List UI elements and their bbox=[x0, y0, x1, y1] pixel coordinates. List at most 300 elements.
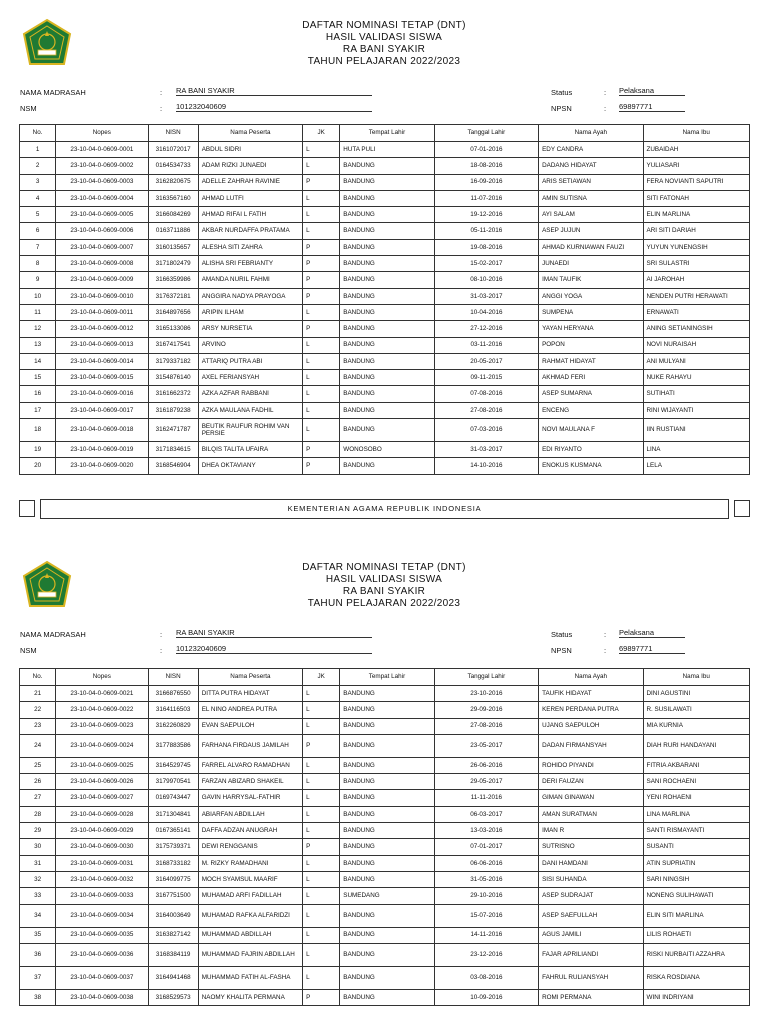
cell-nama-ibu: ATIN SUPRIATIN bbox=[643, 855, 750, 871]
cell-tanggal-lahir: 15-02-2017 bbox=[434, 256, 538, 272]
cell-tempat-lahir: BANDUNG bbox=[340, 871, 434, 887]
cell-nama-ayah: ROMI PERMANA bbox=[539, 989, 643, 1005]
cell-nama-peserta: DEWI RENGGANIS bbox=[198, 839, 302, 855]
cell-nopes: 23-10-04-0-0609-0028 bbox=[56, 806, 148, 822]
cell-nama-ibu: MIA KURNIA bbox=[643, 718, 750, 734]
cell-nama-peserta: AKBAR NURDAFFA PRATAMA bbox=[198, 223, 302, 239]
cell-nama-ayah: IMAN TAUFIK bbox=[539, 272, 643, 288]
cell-nisn: 0164534733 bbox=[148, 158, 198, 174]
table-row bbox=[20, 734, 750, 757]
cell-nama-ayah: AGUS JAMILI bbox=[539, 927, 643, 943]
cell-jk: L bbox=[303, 386, 340, 402]
cell-no: 5 bbox=[20, 207, 56, 223]
cell-nama-ayah: EDI RIYANTO bbox=[539, 442, 643, 458]
cell-no: 23 bbox=[20, 718, 56, 734]
cell-nisn: 3161879238 bbox=[148, 402, 198, 418]
cell-nama-peserta: ALISHA SRI FEBRIANTY bbox=[198, 256, 302, 272]
column-header-nama-ibu: Nama Ibu bbox=[643, 669, 750, 686]
cell-jk: P bbox=[303, 239, 340, 255]
cell-jk: L bbox=[303, 774, 340, 790]
cell-nopes: 23-10-04-0-0609-0015 bbox=[56, 370, 148, 386]
cell-tempat-lahir: BANDUNG bbox=[340, 904, 434, 927]
cell-no: 14 bbox=[20, 353, 56, 369]
cell-nama-peserta: AMANDA NURIL FAHMI bbox=[198, 272, 302, 288]
cell-nama-peserta: AHMAD LUTFI bbox=[198, 190, 302, 206]
cell-tempat-lahir: BANDUNG bbox=[340, 207, 434, 223]
cell-no: 25 bbox=[20, 757, 56, 773]
cell-tanggal-lahir: 14-10-2016 bbox=[434, 458, 538, 474]
footer-bar bbox=[19, 498, 750, 520]
npsn-label: NPSN bbox=[551, 104, 572, 113]
cell-nama-ayah: ARIS SETIAWAN bbox=[539, 174, 643, 190]
document-page-2 bbox=[0, 527, 768, 1024]
cell-nama-ayah: SUMPENA bbox=[539, 304, 643, 320]
cell-no: 30 bbox=[20, 839, 56, 855]
cell-nama-ibu: SITI FATONAH bbox=[643, 190, 750, 206]
cell-nama-ibu: FITRIA AKBARANI bbox=[643, 757, 750, 773]
table-row bbox=[20, 686, 750, 702]
nsm-value: 101232040609 bbox=[176, 102, 372, 112]
cell-nopes: 23-10-04-0-0609-0005 bbox=[56, 207, 148, 223]
cell-no: 32 bbox=[20, 871, 56, 887]
cell-nopes: 23-10-04-0-0609-0035 bbox=[56, 927, 148, 943]
cell-nisn: 3161072017 bbox=[148, 142, 198, 158]
cell-nisn: 3175739371 bbox=[148, 839, 198, 855]
status-label: Status bbox=[551, 630, 573, 639]
cell-nama-peserta: M. RIZKY RAMADHANI bbox=[198, 855, 302, 871]
cell-nisn: 3166876550 bbox=[148, 686, 198, 702]
cell-nopes: 23-10-04-0-0609-0038 bbox=[56, 989, 148, 1005]
cell-nisn: 3164897656 bbox=[148, 304, 198, 320]
cell-nama-peserta: MUHAMMAD FATIH AL-FASHA bbox=[198, 966, 302, 989]
cell-tanggal-lahir: 10-04-2016 bbox=[434, 304, 538, 320]
table-row bbox=[20, 337, 750, 353]
table-row bbox=[20, 207, 750, 223]
cell-nopes: 23-10-04-0-0609-0026 bbox=[56, 774, 148, 790]
cell-nisn: 3168384119 bbox=[148, 943, 198, 966]
cell-no: 28 bbox=[20, 806, 56, 822]
status-value-wrap bbox=[619, 628, 685, 638]
cell-tempat-lahir: BANDUNG bbox=[340, 686, 434, 702]
cell-tempat-lahir: BANDUNG bbox=[340, 734, 434, 757]
cell-no: 10 bbox=[20, 288, 56, 304]
cell-tempat-lahir: BANDUNG bbox=[340, 174, 434, 190]
cell-nama-ayah: KEREN PERDANA PUTRA bbox=[539, 702, 643, 718]
cell-nama-ayah: ANGGI YOGA bbox=[539, 288, 643, 304]
table-row bbox=[20, 419, 750, 442]
cell-nama-ibu: DIAH RURI HANDAYANI bbox=[643, 734, 750, 757]
table-row bbox=[20, 223, 750, 239]
cell-nopes: 23-10-04-0-0609-0025 bbox=[56, 757, 148, 773]
cell-tanggal-lahir: 23-12-2016 bbox=[434, 943, 538, 966]
cell-jk: L bbox=[303, 337, 340, 353]
cell-nisn: 0167365141 bbox=[148, 823, 198, 839]
cell-nisn: 3167751500 bbox=[148, 888, 198, 904]
cell-jk: P bbox=[303, 288, 340, 304]
cell-tempat-lahir: BANDUNG bbox=[340, 806, 434, 822]
cell-tanggal-lahir: 29-09-2016 bbox=[434, 702, 538, 718]
cell-tempat-lahir: BANDUNG bbox=[340, 239, 434, 255]
cell-nopes: 23-10-04-0-0609-0033 bbox=[56, 888, 148, 904]
cell-tempat-lahir: BANDUNG bbox=[340, 304, 434, 320]
cell-nama-ibu: SANTI RISMAYANTI bbox=[643, 823, 750, 839]
table-row bbox=[20, 904, 750, 927]
cell-jk: L bbox=[303, 402, 340, 418]
cell-no: 21 bbox=[20, 686, 56, 702]
title-line-3: RA BANI SYAKIR bbox=[342, 586, 426, 597]
cell-no: 26 bbox=[20, 774, 56, 790]
cell-nama-ibu: NONENG SULIHAWATI bbox=[643, 888, 750, 904]
cell-tempat-lahir: BANDUNG bbox=[340, 718, 434, 734]
cell-nama-peserta: GAVIN HARRYSAL-FATHIR bbox=[198, 790, 302, 806]
cell-tanggal-lahir: 06-03-2017 bbox=[434, 806, 538, 822]
cell-no: 8 bbox=[20, 256, 56, 272]
cell-nama-ayah: ENCENG bbox=[539, 402, 643, 418]
cell-nama-peserta: AXEL FERIANSYAH bbox=[198, 370, 302, 386]
cell-tanggal-lahir: 26-06-2016 bbox=[434, 757, 538, 773]
cell-no: 15 bbox=[20, 370, 56, 386]
cell-tempat-lahir: WONOSOBO bbox=[340, 442, 434, 458]
cell-nopes: 23-10-04-0-0609-0003 bbox=[56, 174, 148, 190]
cell-nopes: 23-10-04-0-0609-0020 bbox=[56, 458, 148, 474]
cell-no: 3 bbox=[20, 174, 56, 190]
cell-jk: P bbox=[303, 321, 340, 337]
cell-nama-ibu: ERNAWATI bbox=[643, 304, 750, 320]
cell-nama-ayah: EDY CANDRA bbox=[539, 142, 643, 158]
table-row bbox=[20, 888, 750, 904]
cell-jk: L bbox=[303, 142, 340, 158]
cell-nopes: 23-10-04-0-0609-0011 bbox=[56, 304, 148, 320]
cell-nisn: 3168529573 bbox=[148, 989, 198, 1005]
cell-nama-peserta: ADAM RIZKI JUNAEDI bbox=[198, 158, 302, 174]
cell-tanggal-lahir: 11-07-2016 bbox=[434, 190, 538, 206]
footer-left-box bbox=[19, 500, 35, 517]
footer-text: KEMENTERIAN AGAMA REPUBLIK INDONESIA bbox=[40, 499, 729, 519]
title-line-4: TAHUN PELAJARAN 2022/2023 bbox=[307, 56, 461, 67]
cell-no: 20 bbox=[20, 458, 56, 474]
cell-nopes: 23-10-04-0-0609-0031 bbox=[56, 855, 148, 871]
cell-nama-ibu: RISKI NURBAITI AZZAHRA bbox=[643, 943, 750, 966]
table-row bbox=[20, 757, 750, 773]
cell-tanggal-lahir: 31-05-2016 bbox=[434, 871, 538, 887]
cell-tanggal-lahir: 14-11-2016 bbox=[434, 927, 538, 943]
cell-tempat-lahir: BANDUNG bbox=[340, 927, 434, 943]
table-row bbox=[20, 321, 750, 337]
cell-tempat-lahir: BANDUNG bbox=[340, 158, 434, 174]
table-row bbox=[20, 158, 750, 174]
table-row bbox=[20, 442, 750, 458]
table-row bbox=[20, 790, 750, 806]
cell-nisn: 3171802479 bbox=[148, 256, 198, 272]
cell-nisn: 3164003649 bbox=[148, 904, 198, 927]
cell-nama-ayah: AMAN SURATMAN bbox=[539, 806, 643, 822]
cell-nisn: 3165133086 bbox=[148, 321, 198, 337]
column-header-nopes: Nopes bbox=[56, 669, 148, 686]
column-header-nama-peserta: Nama Peserta bbox=[198, 669, 302, 686]
cell-nama-ibu: DINI AGUSTINI bbox=[643, 686, 750, 702]
cell-nama-ayah: JUNAEDI bbox=[539, 256, 643, 272]
cell-tempat-lahir: BANDUNG bbox=[340, 823, 434, 839]
cell-nama-peserta: NAOMY KHALITA PERMANA bbox=[198, 989, 302, 1005]
cell-nama-peserta: MUHAMMAD FAJRIN ABDILLAH bbox=[198, 943, 302, 966]
cell-nama-ayah: UJANG SAEPULOH bbox=[539, 718, 643, 734]
cell-no: 29 bbox=[20, 823, 56, 839]
cell-jk: L bbox=[303, 702, 340, 718]
table-row bbox=[20, 386, 750, 402]
cell-nama-ibu: FERA NOVIANTI SAPUTRI bbox=[643, 174, 750, 190]
nsm-label: NSM bbox=[20, 646, 37, 655]
cell-nopes: 23-10-04-0-0609-0024 bbox=[56, 734, 148, 757]
cell-no: 31 bbox=[20, 855, 56, 871]
cell-nama-ibu: RINI WIJAYANTI bbox=[643, 402, 750, 418]
cell-tempat-lahir: BANDUNG bbox=[340, 989, 434, 1005]
cell-jk: L bbox=[303, 927, 340, 943]
cell-no: 7 bbox=[20, 239, 56, 255]
cell-tanggal-lahir: 23-05-2017 bbox=[434, 734, 538, 757]
cell-jk: L bbox=[303, 158, 340, 174]
cell-tempat-lahir: BANDUNG bbox=[340, 774, 434, 790]
cell-nisn: 3161662372 bbox=[148, 386, 198, 402]
kemenag-logo-icon bbox=[18, 18, 76, 70]
cell-nama-ayah: POPON bbox=[539, 337, 643, 353]
table-row bbox=[20, 288, 750, 304]
colon: : bbox=[160, 104, 163, 113]
cell-nama-ayah: DADANG HIDAYAT bbox=[539, 158, 643, 174]
cell-nama-ayah: GIMAN GINAWAN bbox=[539, 790, 643, 806]
cell-nama-ibu: NUKE RAHAYU bbox=[643, 370, 750, 386]
cell-jk: L bbox=[303, 855, 340, 871]
column-header-tempat-lahir: Tempat Lahir bbox=[340, 125, 434, 142]
colon: : bbox=[160, 646, 163, 655]
cell-tempat-lahir: HUTA PULI bbox=[340, 142, 434, 158]
cell-nama-ayah: ENOKUS KUSMANA bbox=[539, 458, 643, 474]
cell-nama-ayah: AKHMAD FERI bbox=[539, 370, 643, 386]
cell-nama-ayah: ASEP JUJUN bbox=[539, 223, 643, 239]
cell-nama-ibu: NOVI NURAISAH bbox=[643, 337, 750, 353]
cell-jk: L bbox=[303, 686, 340, 702]
cell-nama-peserta: FARZAN ABIZARD SHAKEIL bbox=[198, 774, 302, 790]
colon: : bbox=[604, 88, 607, 97]
cell-nopes: 23-10-04-0-0609-0004 bbox=[56, 190, 148, 206]
cell-nisn: 3166084269 bbox=[148, 207, 198, 223]
table-row bbox=[20, 774, 750, 790]
table-row bbox=[20, 839, 750, 855]
nama-madrasah-value: RA BANI SYAKIR bbox=[176, 628, 372, 638]
cell-tanggal-lahir: 16-09-2016 bbox=[434, 174, 538, 190]
table-row bbox=[20, 174, 750, 190]
table-row bbox=[20, 989, 750, 1005]
nsm-value-wrap bbox=[176, 102, 372, 112]
cell-jk: P bbox=[303, 839, 340, 855]
cell-nama-ayah: ROHIDO PIYANDI bbox=[539, 757, 643, 773]
cell-no: 34 bbox=[20, 904, 56, 927]
title-line-1: DAFTAR NOMINASI TETAP (DNT) bbox=[302, 562, 466, 573]
cell-no: 6 bbox=[20, 223, 56, 239]
cell-no: 33 bbox=[20, 888, 56, 904]
column-header-nama-ayah: Nama Ayah bbox=[539, 669, 643, 686]
cell-no: 38 bbox=[20, 989, 56, 1005]
table-row bbox=[20, 806, 750, 822]
cell-jk: L bbox=[303, 353, 340, 369]
cell-nopes: 23-10-04-0-0609-0007 bbox=[56, 239, 148, 255]
cell-tanggal-lahir: 07-03-2016 bbox=[434, 419, 538, 442]
column-header-nama-ibu: Nama Ibu bbox=[643, 125, 750, 142]
cell-nama-ayah: SISI SUHANDA bbox=[539, 871, 643, 887]
cell-nama-peserta: ADELLE ZAHRAH RAVINIE bbox=[198, 174, 302, 190]
cell-nama-ayah: AYI SALAM bbox=[539, 207, 643, 223]
cell-nama-ayah: DADAN FIRMANSYAH bbox=[539, 734, 643, 757]
cell-tanggal-lahir: 07-01-2017 bbox=[434, 839, 538, 855]
status-value: Pelaksana bbox=[619, 628, 685, 638]
cell-tanggal-lahir: 31-03-2017 bbox=[434, 288, 538, 304]
cell-nisn: 0163711886 bbox=[148, 223, 198, 239]
cell-tempat-lahir: BANDUNG bbox=[340, 288, 434, 304]
cell-no: 12 bbox=[20, 321, 56, 337]
cell-tanggal-lahir: 27-12-2016 bbox=[434, 321, 538, 337]
cell-tempat-lahir: BANDUNG bbox=[340, 386, 434, 402]
cell-nama-ayah: ASEP SUMARNA bbox=[539, 386, 643, 402]
cell-no: 19 bbox=[20, 442, 56, 458]
cell-nisn: 3164099775 bbox=[148, 871, 198, 887]
cell-nama-ayah: YAYAN HERYANA bbox=[539, 321, 643, 337]
kemenag-logo-icon bbox=[18, 560, 76, 612]
cell-nisn: 3171304841 bbox=[148, 806, 198, 822]
cell-nisn: 3179337182 bbox=[148, 353, 198, 369]
cell-nopes: 23-10-04-0-0609-0034 bbox=[56, 904, 148, 927]
cell-nama-peserta: DITTA PUTRA HIDAYAT bbox=[198, 686, 302, 702]
cell-nisn: 3162471787 bbox=[148, 419, 198, 442]
cell-tanggal-lahir: 10-09-2016 bbox=[434, 989, 538, 1005]
nama-madrasah-label: NAMA MADRASAH bbox=[20, 88, 86, 97]
cell-no: 27 bbox=[20, 790, 56, 806]
cell-no: 17 bbox=[20, 402, 56, 418]
cell-tanggal-lahir: 07-01-2016 bbox=[434, 142, 538, 158]
cell-tempat-lahir: BANDUNG bbox=[340, 337, 434, 353]
cell-nopes: 23-10-04-0-0609-0001 bbox=[56, 142, 148, 158]
cell-jk: L bbox=[303, 966, 340, 989]
cell-tempat-lahir: BANDUNG bbox=[340, 272, 434, 288]
cell-nama-ayah: DANI HAMDANI bbox=[539, 855, 643, 871]
cell-jk: L bbox=[303, 207, 340, 223]
student-table-page-1 bbox=[19, 124, 750, 475]
cell-no: 24 bbox=[20, 734, 56, 757]
cell-nama-ibu: LINA bbox=[643, 442, 750, 458]
cell-nama-peserta: FARHANA FIRDAUS JAMILAH bbox=[198, 734, 302, 757]
cell-tanggal-lahir: 03-08-2016 bbox=[434, 966, 538, 989]
table-row bbox=[20, 702, 750, 718]
cell-nama-ibu: IIN RUSTIANI bbox=[643, 419, 750, 442]
table-header-row bbox=[20, 669, 750, 686]
cell-nama-ibu: R. SUSILAWATI bbox=[643, 702, 750, 718]
cell-nama-ibu: ANI MULYANI bbox=[643, 353, 750, 369]
cell-nama-ayah: IMAN R bbox=[539, 823, 643, 839]
cell-no: 9 bbox=[20, 272, 56, 288]
table-row bbox=[20, 304, 750, 320]
table-row bbox=[20, 190, 750, 206]
cell-nama-peserta: ARVINO bbox=[198, 337, 302, 353]
cell-nama-ibu: YENI ROHAENI bbox=[643, 790, 750, 806]
cell-tempat-lahir: BANDUNG bbox=[340, 402, 434, 418]
cell-nisn: 3163827142 bbox=[148, 927, 198, 943]
status-value: Pelaksana bbox=[619, 86, 685, 96]
column-header-tanggal-lahir: Tanggal Lahir bbox=[434, 125, 538, 142]
cell-jk: L bbox=[303, 757, 340, 773]
cell-tanggal-lahir: 08-10-2016 bbox=[434, 272, 538, 288]
cell-jk: L bbox=[303, 304, 340, 320]
nama-madrasah-value-wrap bbox=[176, 628, 372, 638]
nama-madrasah-value-wrap bbox=[176, 86, 372, 96]
cell-nama-ayah: FAHRUL RULIANSYAH bbox=[539, 966, 643, 989]
colon: : bbox=[604, 630, 607, 639]
cell-nopes: 23-10-04-0-0609-0036 bbox=[56, 943, 148, 966]
cell-nopes: 23-10-04-0-0609-0022 bbox=[56, 702, 148, 718]
cell-nisn: 3162820675 bbox=[148, 174, 198, 190]
cell-tempat-lahir: BANDUNG bbox=[340, 458, 434, 474]
title-line-2: HASIL VALIDASI SISWA bbox=[325, 32, 443, 43]
table-row bbox=[20, 142, 750, 158]
table-row bbox=[20, 855, 750, 871]
cell-nisn: 3164941468 bbox=[148, 966, 198, 989]
cell-nama-ibu: ELIN SITI MARLINA bbox=[643, 904, 750, 927]
cell-nama-ibu: LINA MARLINA bbox=[643, 806, 750, 822]
cell-jk: L bbox=[303, 871, 340, 887]
cell-nopes: 23-10-04-0-0609-0016 bbox=[56, 386, 148, 402]
cell-nama-ibu: SUTIHATI bbox=[643, 386, 750, 402]
cell-nama-ayah: ASEP SUDRAJAT bbox=[539, 888, 643, 904]
nsm-label: NSM bbox=[20, 104, 37, 113]
column-header-tanggal-lahir: Tanggal Lahir bbox=[434, 669, 538, 686]
cell-nisn: 3168546904 bbox=[148, 458, 198, 474]
cell-nama-ayah: DERI FAUZAN bbox=[539, 774, 643, 790]
cell-nisn: 3164116503 bbox=[148, 702, 198, 718]
cell-tempat-lahir: BANDUNG bbox=[340, 702, 434, 718]
cell-no: 11 bbox=[20, 304, 56, 320]
cell-nama-peserta: ABDUL SIDRI bbox=[198, 142, 302, 158]
cell-nama-peserta: ALESHA SITI ZAHRA bbox=[198, 239, 302, 255]
column-header-no: No. bbox=[20, 669, 56, 686]
table-row bbox=[20, 458, 750, 474]
cell-tanggal-lahir: 19-08-2016 bbox=[434, 239, 538, 255]
status-label: Status bbox=[551, 88, 573, 97]
cell-nopes: 23-10-04-0-0609-0017 bbox=[56, 402, 148, 418]
table-row bbox=[20, 239, 750, 255]
cell-nama-peserta: DAFFA ADZAN ANUGRAH bbox=[198, 823, 302, 839]
cell-nama-ibu: SUSANTI bbox=[643, 839, 750, 855]
cell-nopes: 23-10-04-0-0609-0009 bbox=[56, 272, 148, 288]
cell-nisn: 3160135657 bbox=[148, 239, 198, 255]
table-row bbox=[20, 966, 750, 989]
cell-nama-peserta: EL NINO ANDREA PUTRA bbox=[198, 702, 302, 718]
cell-jk: P bbox=[303, 458, 340, 474]
cell-jk: L bbox=[303, 419, 340, 442]
cell-tempat-lahir: BANDUNG bbox=[340, 855, 434, 871]
cell-jk: P bbox=[303, 174, 340, 190]
cell-nama-peserta: MUHAMAD ARFI FADILLAH bbox=[198, 888, 302, 904]
cell-tanggal-lahir: 27-08-2016 bbox=[434, 718, 538, 734]
cell-nama-peserta: BILQIS TALITA UFAIRA bbox=[198, 442, 302, 458]
cell-no: 37 bbox=[20, 966, 56, 989]
cell-nama-ayah: AHMAD KURNIAWAN FAUZI bbox=[539, 239, 643, 255]
cell-tanggal-lahir: 29-05-2017 bbox=[434, 774, 538, 790]
cell-nama-ayah: SUTRISNO bbox=[539, 839, 643, 855]
cell-nopes: 23-10-04-0-0609-0006 bbox=[56, 223, 148, 239]
cell-nama-ibu: LELA bbox=[643, 458, 750, 474]
cell-tanggal-lahir: 19-12-2016 bbox=[434, 207, 538, 223]
cell-nama-ayah: RAHMAT HIDAYAT bbox=[539, 353, 643, 369]
table-row bbox=[20, 402, 750, 418]
cell-nopes: 23-10-04-0-0609-0027 bbox=[56, 790, 148, 806]
cell-nama-ibu: ARI SITI DARIAH bbox=[643, 223, 750, 239]
